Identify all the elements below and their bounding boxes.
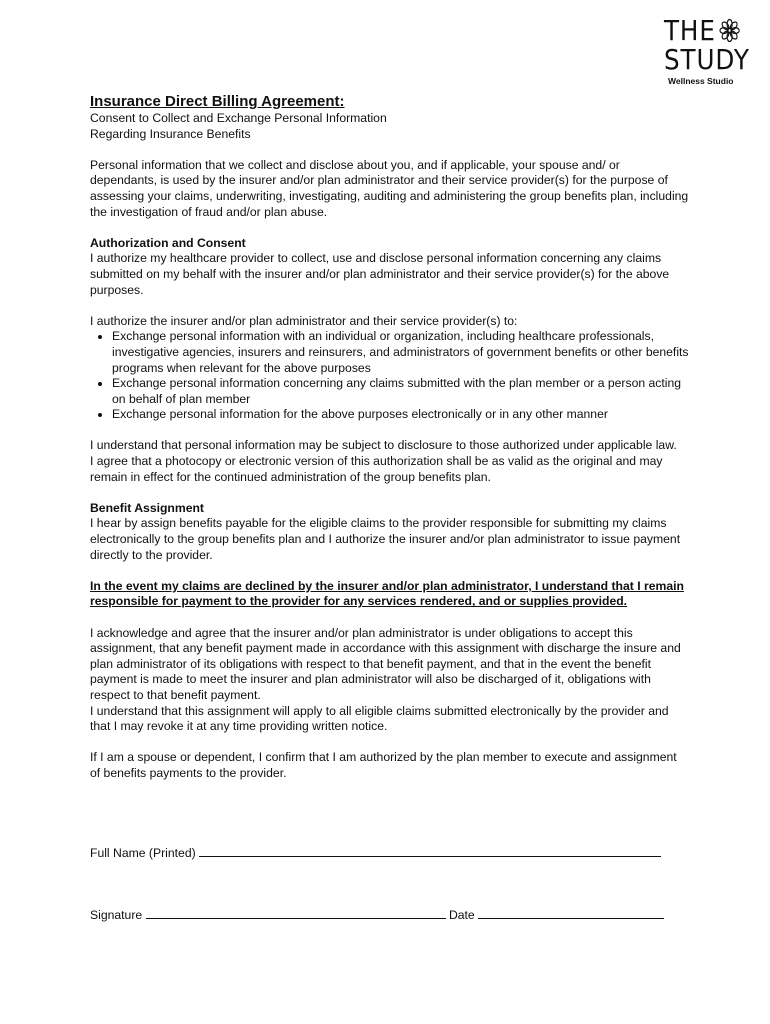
studio-logo — [664, 16, 750, 86]
disclosure-paragraph-2: I agree that a photocopy or electronic version of this authorization shall be as valid as the original and may remain in effect for the continued administration of the group benefits plan. — [90, 454, 663, 484]
spouse-paragraph: If I am a spouse or dependent, I confirm that I am authorized by the plan member to execute and assignment of benefits payments to the provider. — [90, 750, 677, 780]
list-item: • Exchange personal information concerning any claims submitted with the plan member or a person acting on behalf of plan member — [112, 376, 690, 407]
auth-heading: Authorization and Consent — [90, 235, 246, 250]
date-field[interactable] — [478, 907, 664, 919]
authorize-intro: I authorize the insurer and/or plan administrator and their service provider(s) to: — [90, 313, 518, 328]
full-name-field[interactable] — [199, 845, 661, 857]
intro-paragraph: Personal information that we collect and disclose about you, and if applicable, your spouse and/ or dependants, is used by the insurer and/or plan administrator and their service provider(s) for the purpose of assessing your claims, underwriting, investigating, auditing and administering the group benefits plan, including the investigation of fraud and/or plan abuse. — [90, 157, 689, 219]
logo-study: STUDY — [664, 43, 750, 76]
signature-field[interactable] — [146, 907, 446, 919]
signature-label: Signature — [90, 908, 143, 922]
document-subtitle-2: Regarding Insurance Benefits — [90, 126, 251, 141]
logo-wordmark-line1 — [664, 16, 740, 45]
auth-paragraph: I authorize my healthcare provider to collect, use and disclose personal information concerning any claims submitted on my behalf with the insurer and/or plan administrator and their service provider(s) for the above purposes. — [90, 251, 670, 297]
list-item: • Exchange personal information with an individual or organization, including healthcare professionals, investigative agencies, insurers and reinsurers, and administrators of government benefits or other benefits programs when relevant for the above purposes — [112, 329, 690, 376]
authorization-list — [90, 329, 690, 423]
logo-the: THE — [664, 14, 716, 47]
full-name-row — [90, 845, 661, 860]
agreement-document — [90, 93, 690, 782]
benefit-paragraph: I hear by assign benefits payable for the eligible claims to the provider responsible for submitting my claims electronically to the group benefits plan and I authorize the insurer and/or plan administrator to issue payment directly to the provider. — [90, 516, 681, 562]
document-title: Insurance Direct Billing Agreement: — [90, 93, 345, 110]
signature-row — [90, 907, 664, 922]
date-label: Date — [448, 908, 475, 922]
acknowledge-paragraph-2: I understand that this assignment will apply to all eligible claims submitted electronically by the provider and that I may revoke it at any time providing written notice. — [90, 703, 669, 734]
list-item: • Exchange personal information for the above purposes electronically or in any other manner — [112, 407, 690, 423]
document-subtitle-1: Consent to Collect and Exchange Personal Information — [90, 111, 387, 125]
disclosure-paragraph-1: I understand that personal information may be subject to disclosure to those authorized under applicable law. — [90, 438, 677, 453]
declined-notice: In the event my claims are declined by the insurer and/or plan administrator, I understand that I remain responsible for payment to the provider for any services rendered, and or supplies provided. — [90, 578, 684, 609]
full-name-label: Full Name (Printed) — [90, 846, 196, 860]
flower-icon — [719, 17, 739, 44]
acknowledge-paragraph-1: I acknowledge and agree that the insurer and/or plan administrator is under obligations to accept this assignment, that any benefit payment made in accordance with this assignment with discharge the insure and plan administrator of its obligations with respect to that benefit payment, and that in the event the benefit payment is made to meet the insurer and plan administrator will also be discharged of it, obligations with respect to that benefit payment. — [90, 625, 681, 702]
logo-subtitle: Wellness Studio — [668, 76, 734, 86]
benefit-heading: Benefit Assignment — [90, 500, 204, 515]
